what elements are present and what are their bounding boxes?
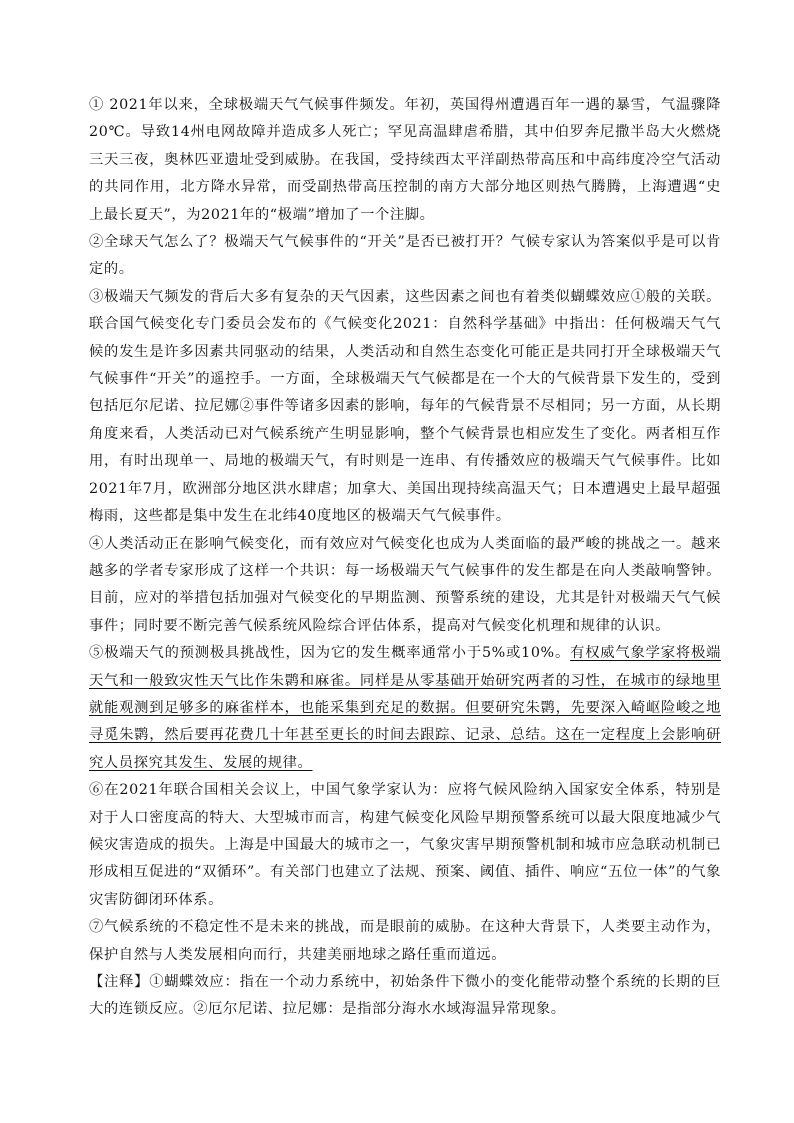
document-body: [89, 92, 721, 1024]
paragraph-text: ④人类活动正在影响气候变化，而有效应对气候变化也成为人类面临的最严峻的挑战之一。越来越多的学者专家形成了这样一个共识：每一场极端天气气候事件的发生都是在向人类敲响警钟。目前，应对的举措包括加强对气候变化的早期监测、预警系统的建设，尤其是针对极端天气气候事件；同时要不断完善气候系统风险综合评估体系，提高对气候变化机理和规律的认识。: [89, 535, 721, 634]
annotation-note: [89, 969, 721, 1024]
paragraph-1: [89, 92, 721, 229]
paragraph-2: [89, 229, 721, 284]
annotation-text: 【注释】①蝴蝶效应：指在一个动力系统中，初始条件下微小的变化能带动整个系统的长期的巨大的连锁反应。②厄尔尼诺、拉尼娜：是指部分海水水域海温异常现象。: [89, 974, 721, 1018]
paragraph-text: ⑤极端天气的预测极具挑战性，因为它的发生概率通常小于5%或10%。: [89, 645, 571, 662]
paragraph-4: [89, 531, 721, 641]
paragraph-6: [89, 777, 721, 914]
underlined-passage: 有权威气象学家将极端天气和一般致灾性天气比作朱鹮和麻雀。同样是从零基础开始研究两者的习性，在城市的绿地里就能观测到足够多的麻雀样本，也能采集到充足的数据。但要研究朱鹮，先要深入崎岖险峻之地寻觅朱鹮，然后要再花费几十年甚至更长的时间去跟踪、记录、总结。这在一定程度上会影响研究人员探究其发生、发展的规律。: [89, 645, 721, 771]
paragraph-text: ⑥在2021年联合国相关会议上，中国气象学家认为：应将气候风险纳入国家安全体系，特别是对于人口密度高的特大、大型城市而言，构建气候变化风险早期预警系统可以最大限度地减少气候灾害造成的损失。上海是中国最大的城市之一，气象灾害早期预警机制和城市应急联动机制已形成相互促进的“双循环”。有关部门也建立了法规、预案、阈值、插件、响应“五位一体”的气象灾害防御闭环体系。: [89, 782, 721, 908]
paragraph-5: [89, 640, 721, 777]
paragraph-text: ⑦气候系统的不稳定性不是未来的挑战，而是眼前的威胁。在这种大背景下，人类要主动作为，保护自然与人类发展相向而行，共建美丽地球之路任重而道远。: [89, 919, 721, 963]
paragraph-text: ① 2021年以来，全球极端天气气候事件频发。年初，英国得州遭遇百年一遇的暴雪，气温骤降20℃。导致14州电网故障并造成多人死亡；罕见高温肆虐希腊，其中伯罗奔尼撒半岛大火燃烧三天三夜，奥林匹亚遗址受到威胁。在我国，受持续西太平洋副热带高压和中高纬度冷空气活动的共同作用，北方降水异常，而受副热带高压控制的南方大部分地区则热气腾腾，上海遭遇“史上最长夏天”，为2021年的“极端”增加了一个注脚。: [89, 97, 721, 223]
paragraph-3: [89, 284, 721, 531]
paragraph-7: [89, 914, 721, 969]
paragraph-text: ③极端天气频发的背后大多有复杂的天气因素，这些因素之间也有着类似蝴蝶效应①般的关联。联合国气候变化专门委员会发布的《气候变化2021：自然科学基础》中指出：任何极端天气气候的发生是许多因素共同驱动的结果，人类活动和自然生态变化可能正是共同打开全球极端天气气候事件“开关”的遥控手。一方面，全球极端天气气候都是在一个大的气候背景下发生的，受到包括厄尔尼诺、拉尼娜②事件等诸多因素的影响，每年的气候背景不尽相同；另一方面，从长期角度来看，人类活动已对气候系统产生明显影响，整个气候背景也相应发生了变化。两者相互作用，有时出现单一、局地的极端天气，有时则是一连串、有传播效应的极端天气气候事件。比如2021年7月，欧洲部分地区洪水肆虐；加拿大、美国出现持续高温天气；日本遭遇史上最早超强梅雨，这些都是集中发生在北纬40度地区的极端天气气候事件。: [89, 288, 721, 525]
paragraph-text: ②全球天气怎么了？极端天气气候事件的“开关”是否已被打开？气候专家认为答案似乎是可以肯定的。: [89, 234, 721, 278]
